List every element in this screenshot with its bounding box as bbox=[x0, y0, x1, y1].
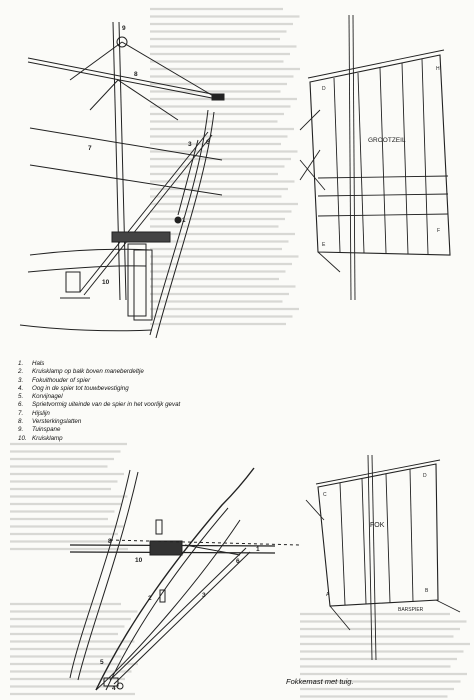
label-10: 10 bbox=[102, 279, 110, 286]
legend-text: Tuinspane bbox=[32, 426, 61, 434]
legend-text: Kruisklamp bbox=[32, 434, 63, 442]
label-6: 6 bbox=[206, 139, 210, 146]
legend-number: 10. bbox=[18, 434, 27, 442]
label-5: 5 bbox=[100, 659, 104, 666]
label-8: 8 bbox=[134, 71, 138, 78]
label-1: 1 bbox=[182, 217, 186, 224]
legend-number: 4. bbox=[18, 384, 24, 392]
corner-top-right: H bbox=[436, 66, 440, 72]
legend-text: Hals bbox=[32, 360, 45, 367]
corner-bottom-left: A bbox=[326, 592, 330, 598]
fok-name: FOK bbox=[370, 522, 385, 529]
legend-number: 3. bbox=[18, 376, 24, 384]
label-9: 9 bbox=[122, 25, 126, 32]
legend-number: 7. bbox=[18, 409, 24, 417]
label-6: 6 bbox=[236, 558, 240, 565]
legend-text: Oog in de spier tot touwbevestiging bbox=[32, 384, 129, 392]
legend-text: Versterkingslatten bbox=[32, 418, 82, 426]
figure-caption: Fokkemast met tuig. bbox=[286, 677, 354, 686]
grootzeil-name: GROOTZEIL bbox=[368, 137, 406, 144]
legend-number: 8. bbox=[18, 418, 24, 426]
legend-number: 5. bbox=[18, 393, 24, 401]
label-2: 2 bbox=[148, 595, 152, 602]
label-7: 7 bbox=[88, 145, 92, 152]
corner-top-left: D bbox=[322, 86, 326, 92]
label-10: 10 bbox=[135, 557, 143, 564]
label-8: 8 bbox=[108, 538, 112, 545]
legend-text: Korvijnagel bbox=[32, 393, 63, 401]
label-3: 3 bbox=[188, 141, 192, 148]
corner-top-right: D bbox=[423, 473, 427, 479]
label-1: 1 bbox=[256, 546, 260, 553]
legend-number: 9. bbox=[18, 426, 24, 434]
corner-bottom-right: F bbox=[437, 228, 441, 234]
legend-number: 2. bbox=[18, 368, 24, 376]
label-4: 4 bbox=[112, 685, 116, 692]
legend-text: Kruisklamp op balk boven maneberdeltje bbox=[32, 368, 144, 376]
corner-bottom-left: E bbox=[322, 242, 326, 248]
label-3: 3 bbox=[202, 592, 206, 599]
barspier-label: BARSPIER bbox=[398, 607, 424, 613]
legend-number: 1. bbox=[18, 360, 24, 367]
legend-number: 6. bbox=[18, 401, 24, 409]
corner-bottom-right: B bbox=[425, 588, 429, 594]
legend-text: Fokuithouder of spier bbox=[32, 376, 91, 384]
corner-top-left: C bbox=[323, 492, 327, 498]
legend-text: Hijslijn bbox=[32, 409, 50, 417]
legend-text: Sprietvormig uiteinde van de spier in het voorlijk gevat bbox=[32, 401, 181, 409]
